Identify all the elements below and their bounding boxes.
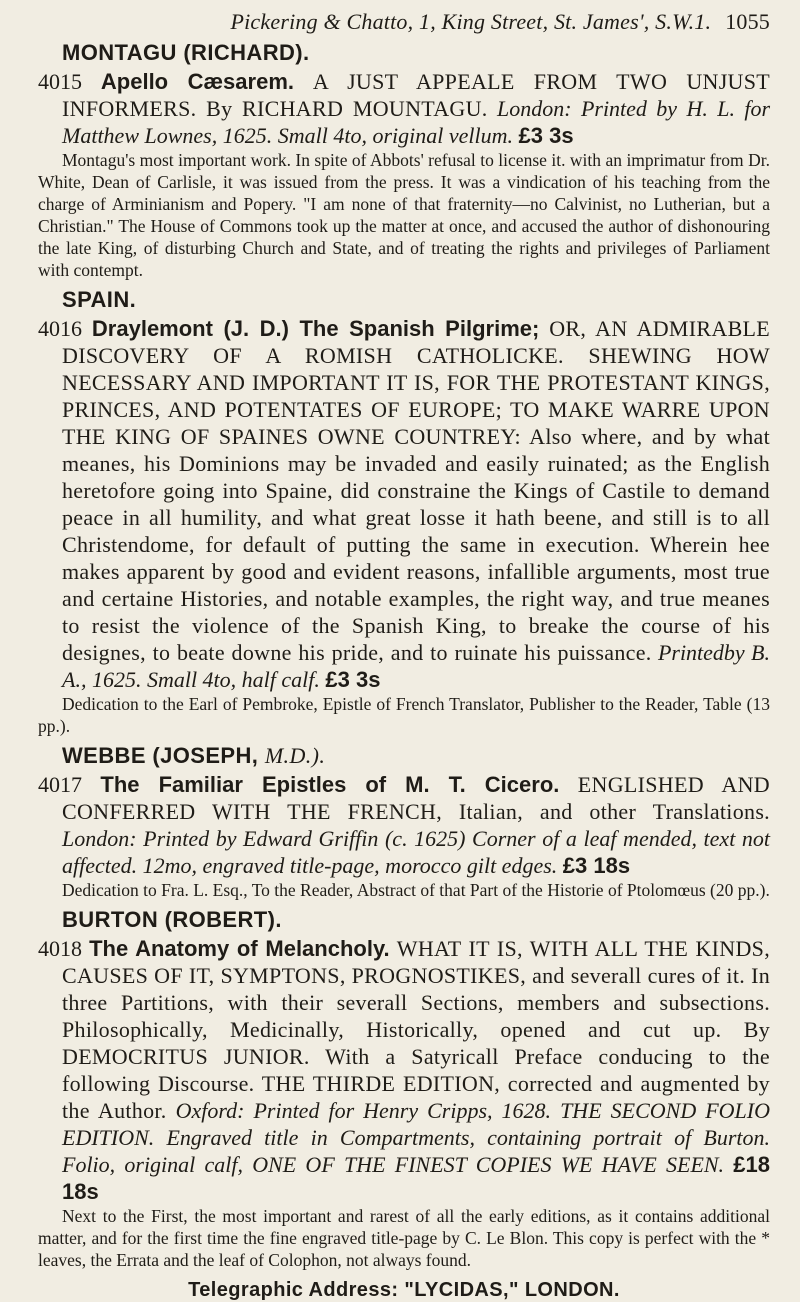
entry-note: Next to the First, the most important and rarest of all the early editions, as it contains additional matter, and for the first time the fine engraved title-page by C. Le Blon. This copy is perfect with the * leaves, the Errata and the leaf of Colophon, not always found.	[38, 1206, 770, 1270]
entry-short-title: The Familiar Epistles of M. T. Cicero.	[100, 772, 560, 797]
entry-number: 4018	[38, 936, 82, 961]
entry-short-title: The Anatomy of Melancholy.	[89, 936, 390, 961]
entry-price: £3 3s	[518, 123, 574, 148]
running-head-text: Pickering & Chatto, 1, King Street, St. James', S.W.1.	[230, 9, 712, 34]
entry-price: £3 18s	[562, 853, 631, 878]
catalogue-entry	[38, 935, 770, 1205]
author-heading: SPAIN.	[62, 287, 137, 312]
entry-note: Dedication to Fra. L. Esq., To the Reader, Abstract of that Part of the Historie of Ptolomœus (20 pp.).	[62, 880, 770, 900]
entry-title: WHAT IT IS, WITH ALL THE KINDS, CAUSES OF IT, SYMPTONS, PROGNOSTIKES, and severall cures of it. In three Partitions, with their severall Sections, members and subsections. Philosophically, Medicinally, Historically, opened and cut up. By DEMOCRITUS JUNIOR. With a Satyricall Preface conducing to the following Discourse. THE THIRDE EDITION, corrected and augmented by the Author.	[62, 936, 771, 1123]
catalogue-entry	[38, 315, 770, 693]
author-heading: WEBBE (JOSEPH, M.D.).	[62, 743, 326, 768]
author-heading: MONTAGU (RICHARD).	[62, 40, 310, 65]
author-heading: BURTON (ROBERT).	[62, 907, 282, 932]
entry-imprint: Printedby B. A., 1625. Small 4to, half calf.	[62, 640, 770, 692]
catalogue-entry	[38, 68, 770, 149]
entry-title: ENGLISHED AND CONFERRED WITH THE FRENCH, Italian, and other Translations.	[62, 772, 770, 824]
entry-title: A JUST APPEALE FROM TWO UNJUST INFORMERS. By RICHARD MOUNTAGU.	[62, 69, 771, 121]
running-head	[38, 8, 770, 36]
entry-short-title: Apello Cæsarem.	[100, 69, 295, 94]
entry-title: OR, AN ADMIRABLE DISCOVERY OF A ROMISH CATHOLICKE. SHEWING HOW NECESSARY AND IMPORTANT IT IS, FOR THE PROTESTANT KINGS, PRINCES, AND POTENTATES OF EUROPE; TO MAKE WARRE UPON THE KING OF SPAINES OWNE COUNTREY: Also where, and by what meanes, his Dominions may be invaded and easily ruinated; as the English heretofore going into Spaine, did constraine the Kings of Castile to demand peace in all humility, and what great losse it hath beene, and still is to all Christendome, for default of putting the same in execution. Wherein hee makes apparent by good and evident reasons, infallible arguments, most true and certaine Histories, and notable examples, the right way, and true meanes to resist the violence of the Spanish King, to breake the course of his designes, to beate downe his pride, and to ruinate his puissance.	[62, 316, 771, 665]
entry-price: £18 18s	[62, 1152, 771, 1204]
catalogue-entry	[38, 771, 770, 879]
entry-number: 4015	[38, 69, 82, 94]
entry-note: Dedication to the Earl of Pembroke, Epistle of French Translator, Publisher to the Reader, Table (13 pp.).	[38, 694, 770, 736]
page-number: 1055	[725, 9, 770, 34]
entry-number: 4016	[38, 316, 82, 341]
telegraphic-address: Telegraphic Address: "LYCIDAS," LONDON.	[188, 1279, 620, 1301]
entry-price: £3 3s	[325, 667, 381, 692]
entry-number: 4017	[38, 772, 82, 797]
entry-note: Montagu's most important work. In spite of Abbots' refusal to license it. with an imprimatur from Dr. White, Dean of Carlisle, it was issued from the press. It was a vindication of his teaching from the charge of Arminianism and Popery. "I am none of that fraternity—no Calvinist, no Lutherian, but a Christian." The House of Commons took up the matter at once, and accused the author of dishonouring the late King, of disturbing Church and State, and of treating the rights and privileges of Parliament with contempt.	[38, 150, 770, 280]
entry-imprint: Oxford: Printed for Henry Cripps, 1628. THE SECOND FOLIO EDITION. Engraved title in Compartments, containing portrait of Burton. Folio, original calf, ONE OF THE FINEST COPIES WE HAVE SEEN.	[62, 1098, 770, 1177]
entry-imprint: London: Printed by Edward Griffin (c. 1625) Corner of a leaf mended, text not affected. 12mo, engraved title-page, morocco gilt edges.	[62, 826, 770, 878]
entry-imprint: London: Printed by H. L. for Matthew Lownes, 1625. Small 4to, original vellum.	[62, 96, 771, 148]
entry-short-title: Draylemont (J. D.) The Spanish Pilgrime;	[91, 316, 540, 341]
